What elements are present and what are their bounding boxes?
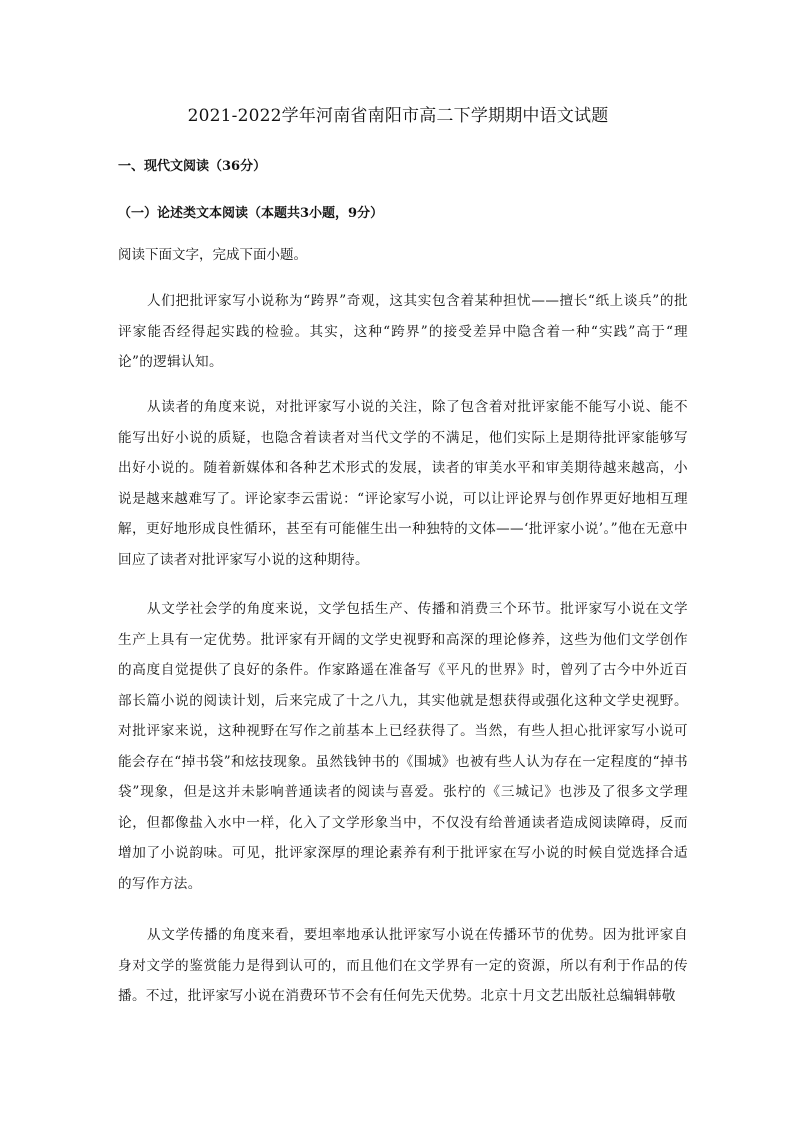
section-heading: 一、现代文阅读（36分） [118, 159, 267, 174]
reading-instruction: 阅读下面文字，完成下面小题。 [118, 247, 307, 263]
passage-paragraph-3: 从文学社会学的角度来说，文学包括生产、传播和消费三个环节。批评家写小说在文学生产上具有一定优势。批评家有开阔的文学史视野和高深的理论修养，这些为他们文学创作的高度自觉提供了良好的条件。作家路遥在准备写《平凡的世界》时，曾列了古今中外近百部长篇小说的阅读计划，后来完成了十之八九，其实他就是想获得或强化这种文学史视野。对批评家来说，这种视野在写作之前基本上已经获得了。当然，有些人担心批评家写小说可能会存在“掉书袋”和炫技现象。虽然钱钟书的《围城》也被有些人认为存在一定程度的“掉书袋”现象，但是这并未影响普通读者的阅读与喜爱。张柠的《三城记》也涉及了很多文学理论，但都像盐入水中一样，化入了文学形象当中，不仅没有给普通读者造成阅读障碍，反而增加了小说韵味。可见，批评家深厚的理论素养有利于批评家在写小说的时候自觉选择合适的写作方法。 [118, 601, 688, 892]
document-title: 2021-2022学年河南省南阳市高二下学期期中语文试题 [187, 106, 609, 126]
passage-paragraph-2: 从读者的角度来说，对批评家写小说的关注，除了包含着对批评家能不能写小说、能不能写出好小说的质疑，也隐含着读者对当代文学的不满足，他们实际上是期待批评家能够写出好小说的。随着新媒体和各种艺术形式的发展，读者的审美水平和审美期待越来越高，小说是越来越难写了。评论家李云雷说：“评论家写小说，可以让评论界与创作界更好地相互理解，更好地形成良性循环，甚至有可能催生出一种独特的文体——‘批评家小说’。”他在无意中回应了读者对批评家写小说的这种期待。 [118, 399, 688, 568]
subsection-heading: （一）论述类文本阅读（本题共3小题，9分） [118, 206, 384, 221]
passage-paragraph-1: 人们把批评家写小说称为“跨界”奇观，这其实包含着某种担忧——擅长“纸上谈兵”的批评家能否经得起实践的检验。其实，这种“跨界”的接受差异中隐含着一种“实践”高于“理论”的逻辑认知。 [118, 293, 688, 370]
passage-paragraph-4: 从文学传播的角度来看，要坦率地承认批评家写小说在传播环节的优势。因为批评家自身对文学的鉴赏能力是得到认可的，而且他们在文学界有一定的资源，所以有利于作品的传播。不过，批评家写小说在消费环节不会有任何先天优势。北京十月文艺出版社总编辑韩敬 [118, 927, 688, 1004]
